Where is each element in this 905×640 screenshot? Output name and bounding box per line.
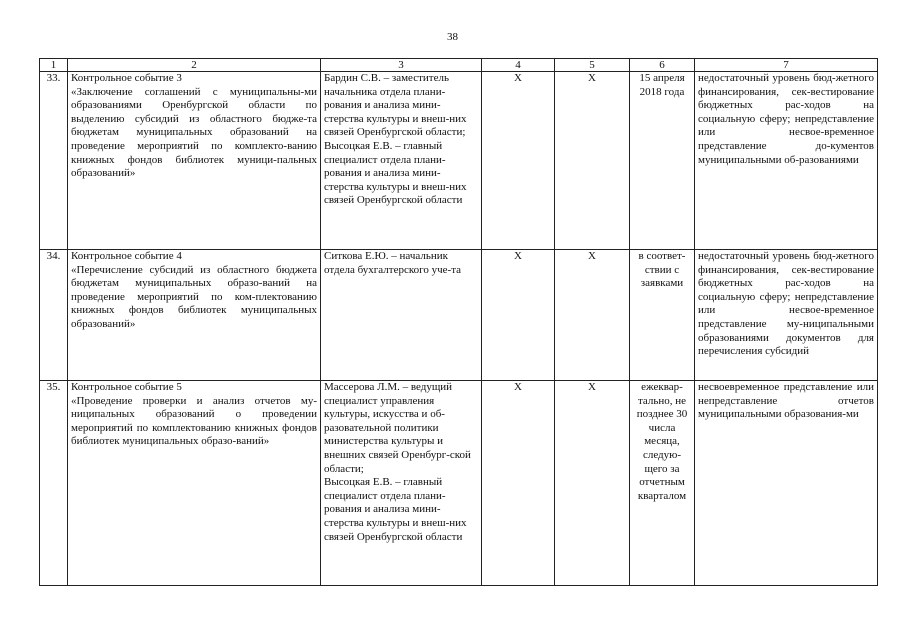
event-cell	[68, 72, 321, 250]
table-row	[40, 381, 878, 586]
event-cell	[68, 250, 321, 381]
control-events-table	[39, 58, 878, 586]
col5-mark: Х	[555, 381, 630, 586]
row-number: 35.	[40, 381, 68, 586]
responsible-cell	[321, 72, 482, 250]
deadline: ежеквар-тально, не позднее 30 числа месяца, следую-щего за отчетным кварталом	[630, 381, 695, 586]
col4-mark: Х	[482, 72, 555, 250]
header-col-4: 4	[482, 59, 555, 72]
responsible-cell	[321, 381, 482, 586]
risks: недостаточный уровень бюд-жетного финансирования, сек-вестирование бюджетных рас-ходов на социальную сферу; непредставление или несвое-временное представление до-кументов муниципальными об-разованиями	[695, 72, 878, 250]
responsible-person: Высоцкая Е.В. – главный специалист отдела плани-рования и анализа мини-стерства культуры и внеш-них связей Оренбургской области	[324, 476, 467, 543]
col5-mark: Х	[555, 72, 630, 250]
header-col-1: 1	[40, 59, 68, 72]
responsible-person: Массерова Л.М. – ведущий специалист управления культуры, искусства и об-разовательной политики министерства культуры и внешних связей Оренбург-ской области;	[324, 381, 471, 475]
page-number: 38	[447, 31, 458, 43]
table-row	[40, 72, 878, 250]
header-col-5: 5	[555, 59, 630, 72]
col4-mark: Х	[482, 250, 555, 381]
event-title: Контрольное событие 3	[71, 72, 182, 84]
event-description: «Проведение проверки и анализ отчетов му-ниципальных образований о проведении мероприятий по комплектованию книжных фондов библиотек муниципальных образо-ваний»	[71, 394, 317, 448]
event-title: Контрольное событие 4	[71, 250, 182, 262]
responsible-person: Бардин С.В. – заместитель начальника отдела плани-рования и анализа мини-стерства культуры и внеш-них связей Оренбургской области;	[324, 72, 467, 139]
responsible-person: Ситкова Е.Ю. – начальник отдела бухгалтерского уче-та	[324, 250, 462, 276]
row-number: 34.	[40, 250, 68, 381]
deadline: 15 апреля 2018 года	[630, 72, 695, 250]
responsible-cell	[321, 250, 482, 381]
col5-mark: Х	[555, 250, 630, 381]
header-col-7: 7	[695, 59, 878, 72]
responsible-person: Высоцкая Е.В. – главный специалист отдела плани-рования и анализа мини-стерства культуры и внеш-них связей Оренбургской области	[324, 139, 467, 207]
header-col-3: 3	[321, 59, 482, 72]
risks: недостаточный уровень бюд-жетного финансирования, сек-вестирование бюджетных рас-ходов на социальную сферу; непредставление или несвое-временное представление му-ниципальными образованиями документов для перечисления субсидий	[695, 250, 878, 381]
header-row	[40, 59, 878, 72]
row-number: 33.	[40, 72, 68, 250]
event-description: «Перечисление субсидий из областного бюджета бюджетам муниципальных образо-ваний на проведение мероприятий по ком-плектованию книжных фондов библиотек муниципальных образований»	[71, 263, 317, 330]
header-col-2: 2	[68, 59, 321, 72]
col4-mark: Х	[482, 381, 555, 586]
event-title: Контрольное событие 5	[71, 381, 182, 393]
header-col-6: 6	[630, 59, 695, 72]
event-description: «Заключение соглашений с муниципальны-ми образованиями Оренбургской области по выделению субсидий из областного бюдже-та бюджетам муниципальных образований на проведение мероприятий по комплекто-ванию книжных фондов библиотек муници-пальных образований»	[71, 85, 317, 180]
risks: несвоевременное представление или непредставление отчетов муниципальными образования-ми	[695, 381, 878, 586]
event-cell	[68, 381, 321, 586]
table-row	[40, 250, 878, 381]
deadline: в соответ-ствии с заявками	[630, 250, 695, 381]
